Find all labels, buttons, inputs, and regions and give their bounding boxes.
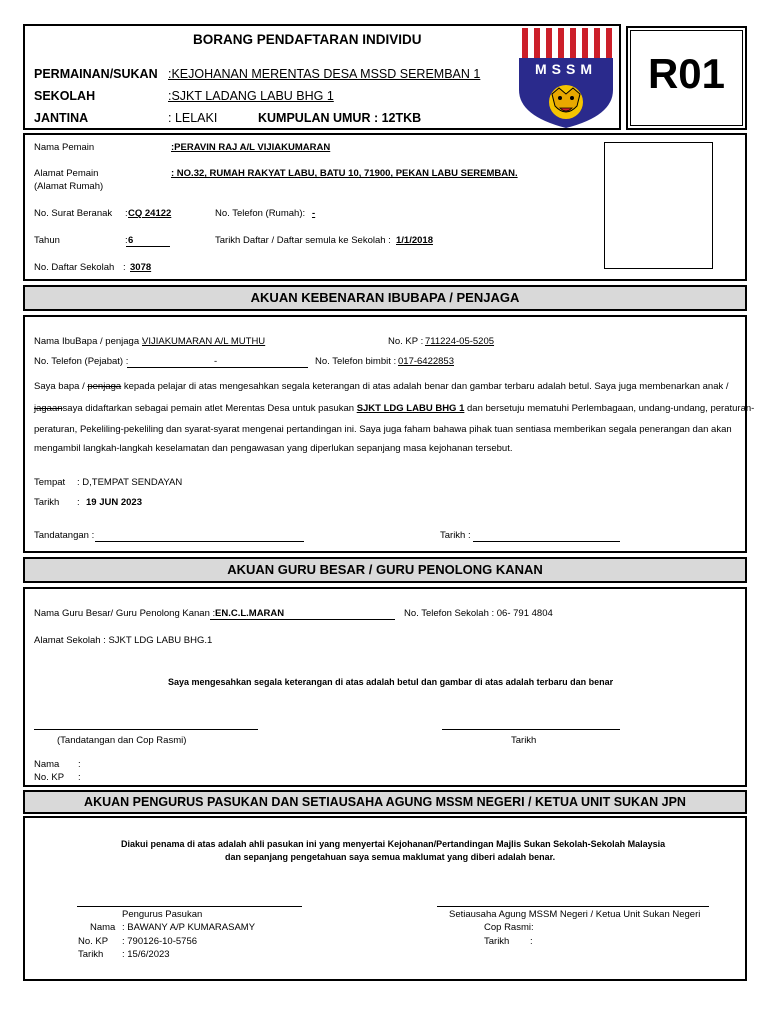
value-parent-ic: 711224-05-5205 <box>425 336 495 347</box>
label-parent-sign-date: Tarikh : <box>440 530 471 541</box>
value-sekolah: :SJKT LADANG LABU BHG 1 <box>168 89 334 103</box>
label-headmaster-date: Tarikh <box>511 735 537 746</box>
label-parent-name: Nama IbuBapa / penjaga : <box>34 336 145 347</box>
parent-section-title: AKUAN KEBENARAN IBUBAPA / PENJAGA <box>23 285 747 311</box>
hm-nokp-colon: : <box>78 772 81 783</box>
year-colon: : <box>125 235 128 246</box>
manager-statement-1: Diakui penama di atas adalah ahli pasukan ini yang menyertai Kejohanan/Pertandingan Majlis Sukan Sekolah-Sekolah Malaysia <box>121 839 666 849</box>
form-code: R01 <box>647 50 726 97</box>
label-parent-signature: Tandatangan : <box>34 530 95 541</box>
decl-2b: saya didaftarkan sebagai pemain atlet Merentas Desa untuk pasukan <box>62 403 355 414</box>
label-school-reg: No. Daftar Sekolah <box>34 262 115 273</box>
value-mgr-nama: : BAWANY A/P KUMARASAMY <box>122 922 256 933</box>
parent-signature-line[interactable] <box>95 541 304 542</box>
label-cop: Cop Rasmi: <box>484 922 534 933</box>
label-register-date: Tarikh Daftar / Daftar semula ke Sekolah : <box>215 235 391 246</box>
decl-2a: jagaan <box>34 403 63 414</box>
label-birth-cert: No. Surat Beranak <box>34 208 113 219</box>
school-address: Alamat Sekolah : SJKT LDG LABU BHG.1 <box>34 635 213 646</box>
form-title: BORANG PENDAFTARAN INDIVIDU <box>193 32 422 47</box>
birth-cert-colon: : <box>125 208 128 219</box>
label-player-name: Nama Pemain <box>34 142 95 153</box>
label-mobile: No. Telefon bimbit : <box>315 356 397 367</box>
value-headmaster-name: EN.C.L.MARAN <box>215 608 285 619</box>
label-sec-date: Tarikh <box>484 936 510 947</box>
value-office-phone: - <box>214 356 218 367</box>
value-permainan: :KEJOHANAN MERENTAS DESA MSSD SEREMBAN 1 <box>168 67 481 81</box>
label-phone-home: No. Telefon (Rumah): <box>215 208 306 219</box>
label-manager-title: Pengurus Pasukan <box>122 909 203 920</box>
value-address: : NO.32, RUMAH RAKYAT LABU, BATU 10, 71900, PEKAN LABU SEREMBAN. <box>171 168 518 179</box>
decl-2d: dan bersetuju mematuhi Perlembagaan, undang-undang, peraturan- <box>467 403 755 414</box>
declaration-line-4: mengambil langkah-langkah keselamatan dan pengawasan yang diperlukan sepanjang masa kejohanan tersebut. <box>34 443 513 454</box>
decl-1c: kepada pelajar di atas mengesahkan segala keterangan di atas adalah benar dan gambar terbaru adalah betul. Saya juga membenarkan anak / <box>123 381 729 392</box>
photo-box <box>604 142 713 269</box>
label-headmaster-name: Nama Guru Besar/ Guru Penolong Kanan : <box>34 608 216 619</box>
headmaster-section-title: AKUAN GURU BESAR / GURU PENOLONG KANAN <box>23 557 747 583</box>
parent-date-colon: : <box>77 497 80 508</box>
declaration-line-3: peraturan, Pekeliling-pekeliling dan syarat-syarat mengenai pertandingan ini. Saya juga faham bahawa pihak tuan sentiasa memberikan segala penerangan dan akan <box>34 424 732 435</box>
manager-statement-2: dan sepanjang pengetahuan saya semua maklumat yang diberi adalah benar. <box>225 852 556 862</box>
parent-sign-date-line[interactable] <box>473 541 620 542</box>
label-hm-nokp: No. KP <box>34 772 65 783</box>
manager-signature-line[interactable] <box>77 906 302 907</box>
label-mgr-date: Tarikh <box>78 949 104 960</box>
value-phone-home: - <box>312 208 316 219</box>
declaration-line-2 <box>34 403 754 414</box>
sec-date-colon: : <box>530 936 533 947</box>
value-register-date: 1/1/2018 <box>396 235 433 246</box>
label-place: Tempat <box>34 477 66 488</box>
label-parent-date: Tarikh <box>34 497 60 508</box>
decl-1b: penjaga <box>87 381 122 392</box>
school-phone: No. Telefon Sekolah : 06- 791 4804 <box>404 608 553 619</box>
value-parent-date: 19 JUN 2023 <box>86 497 142 508</box>
label-mgr-nama: Nama <box>90 922 116 933</box>
value-player-name: :PERAVIN RAJ A/L VIJIAKUMARAN <box>171 142 331 153</box>
secretary-signature-line[interactable] <box>437 906 709 907</box>
value-mgr-nokp: : 790126-10-5756 <box>122 936 198 947</box>
office-phone-line <box>127 367 308 368</box>
decl-1a: Saya bapa / <box>34 381 85 392</box>
value-parent-name: VIJIAKUMARAN A/L MUTHU <box>142 336 266 347</box>
manager-section-title: AKUAN PENGURUS PASUKAN DAN SETIAUSAHA AGUNG MSSM NEGERI / KETUA UNIT SUKAN JPN <box>23 790 747 814</box>
label-office-phone: No. Telefon (Pejabat) : <box>34 356 129 367</box>
declaration-line-1 <box>34 381 729 392</box>
school-reg-colon: : <box>123 262 126 273</box>
label-secretary-title: Setiausaha Agung MSSM Negeri / Ketua Unit Sukan Negeri <box>449 909 701 920</box>
label-year: Tahun <box>34 235 60 246</box>
label-sekolah: SEKOLAH <box>34 89 96 103</box>
label-address-sub: (Alamat Rumah) <box>34 181 104 192</box>
label-parent-ic: No. KP : <box>388 336 424 347</box>
logo-text: MSSM <box>535 61 597 77</box>
label-jantina: JANTINA <box>34 111 89 125</box>
value-year: 6 <box>128 235 134 246</box>
headmaster-date-line[interactable] <box>442 729 620 730</box>
headmaster-name-line <box>210 619 395 620</box>
value-mgr-date: : 15/6/2023 <box>122 949 170 960</box>
value-school-reg: 3078 <box>130 262 152 273</box>
label-mgr-nokp: No. KP <box>78 936 109 947</box>
age-group: KUMPULAN UMUR : 12TKB <box>258 111 422 125</box>
headmaster-signature-line[interactable] <box>34 729 258 730</box>
hm-nama-colon: : <box>78 759 81 770</box>
value-birth-cert: CQ 24122 <box>128 208 172 219</box>
value-mobile: 017-6422853 <box>398 356 454 367</box>
label-stamp: (Tandatangan dan Cop Rasmi) <box>57 735 187 746</box>
label-address: Alamat Pemain <box>34 168 99 179</box>
label-permainan: PERMAINAN/SUKAN <box>34 67 158 81</box>
value-place: : D,TEMPAT SENDAYAN <box>77 477 183 488</box>
mssm-logo <box>519 28 613 128</box>
value-jantina: : LELAKI <box>168 111 218 125</box>
year-underline <box>126 246 170 247</box>
label-hm-nama: Nama <box>34 759 60 770</box>
headmaster-statement: Saya mengesahkan segala keterangan di atas adalah betul dan gambar di atas adalah terbaru dan benar <box>168 677 614 687</box>
decl-2c: SJKT LDG LABU BHG 1 <box>356 403 465 414</box>
